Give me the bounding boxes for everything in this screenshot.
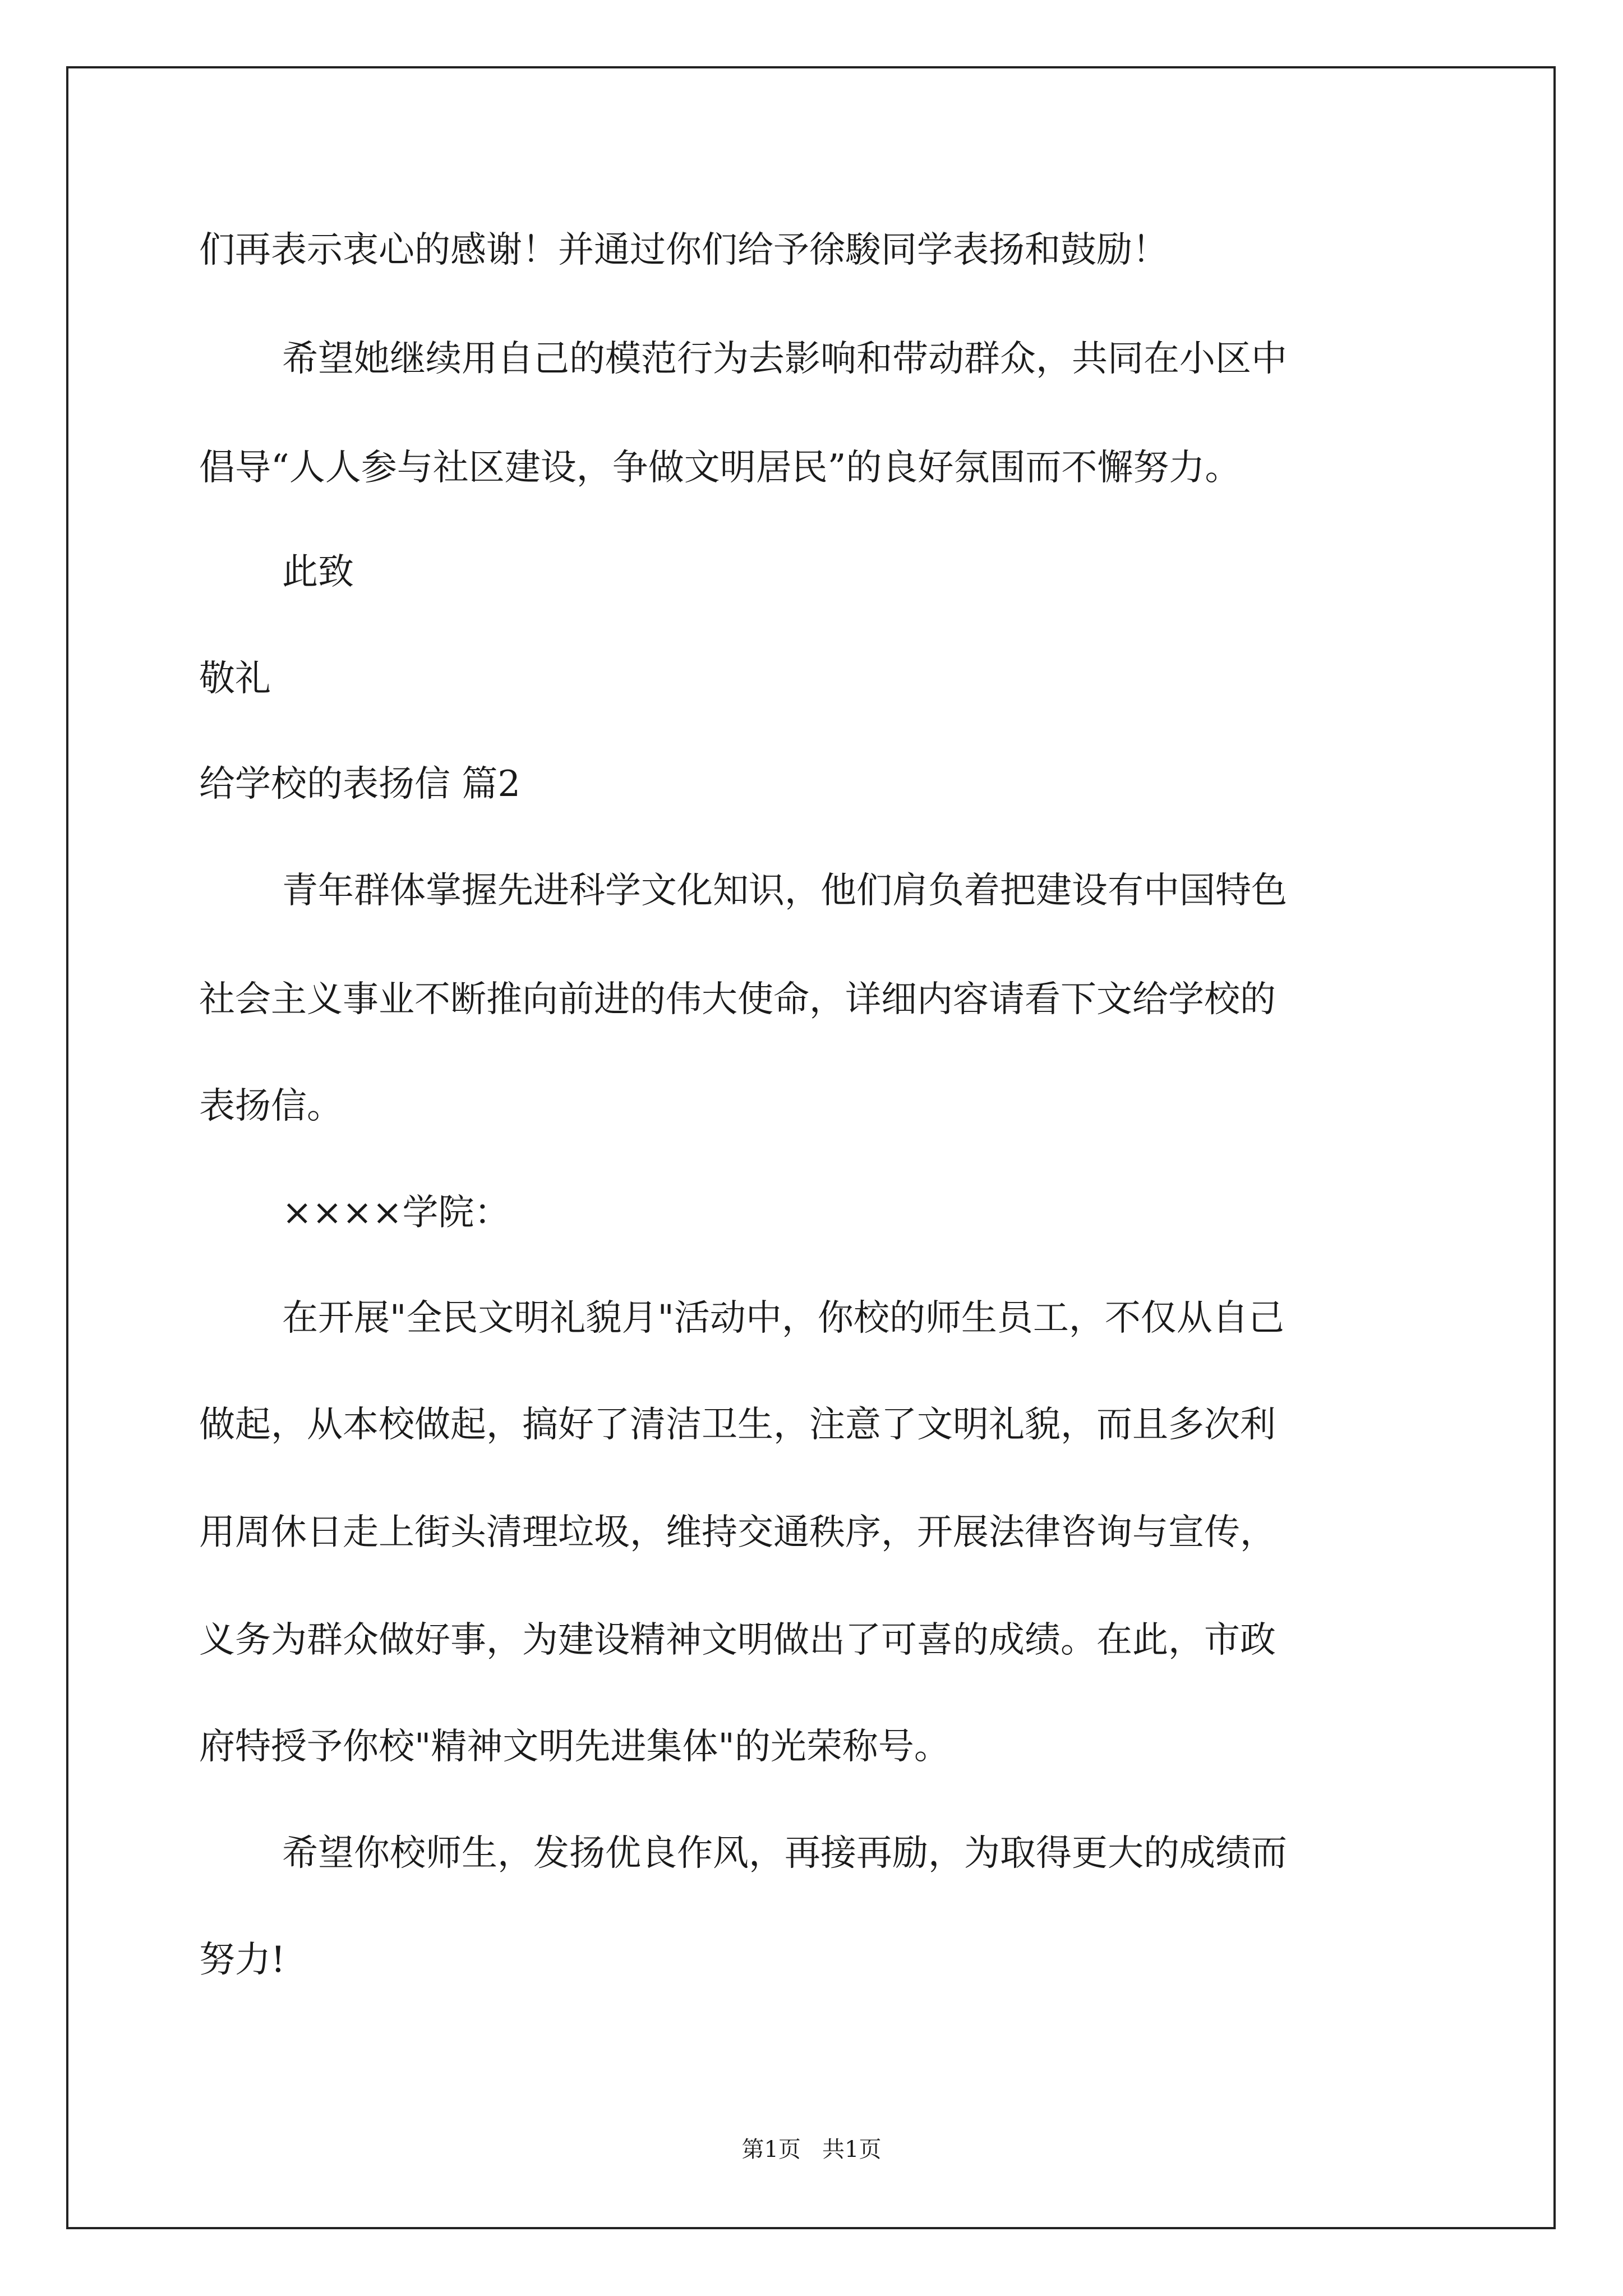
text-line-1: 们再表示衷心的感谢！并通过你们给予徐駿同学表扬和鼓励！ — [199, 229, 1168, 271]
page-border — [66, 66, 1556, 2229]
section-heading: 给学校的表扬信 篇2 — [199, 763, 521, 805]
text-line-13: 用周休日走上街头清理垃圾，维持交通秩序，开展法律咨询与宣传， — [199, 1512, 1276, 1553]
text-line-7: 青年群体掌握先进科学文化知识，他们肩负着把建设有中国特色 — [282, 870, 1287, 912]
text-line-3: 倡导“人人参与社区建设，争做文明居民”的良好氛围而不懈努力。 — [199, 447, 1241, 489]
text-line-11: 在开展"全民文明礼貌月"活动中，你校的师生员工，不仅从自己 — [282, 1297, 1284, 1339]
text-line-15: 府特授予你校"精神文明先进集体"的光荣称号。 — [199, 1726, 950, 1768]
text-line-12: 做起，从本校做起，搞好了清洁卫生，注意了文明礼貌，而且多次利 — [199, 1404, 1276, 1446]
text-line-17: 努力! — [199, 1939, 285, 1981]
text-line-16: 希望你校师生，发扬优良作风，再接再励，为取得更大的成绩而 — [282, 1833, 1287, 1874]
closing-salutation: 此致 — [282, 551, 354, 593]
closing-regards: 敬礼 — [199, 658, 271, 700]
page-footer: 第1页 共1页 — [741, 2137, 882, 2162]
letter-recipient: ××××学院： — [282, 1192, 510, 1234]
text-line-9: 表扬信。 — [199, 1085, 343, 1127]
text-line-14: 义务为群众做好事，为建设精神文明做出了可喜的成绩。在此，市政 — [199, 1619, 1276, 1661]
text-line-8: 社会主义事业不断推向前进的伟大使命，详细内容请看下文给学校的 — [199, 979, 1276, 1020]
text-line-2: 希望她继续用自己的模范行为去影响和带动群众，共同在小区中 — [282, 338, 1287, 380]
